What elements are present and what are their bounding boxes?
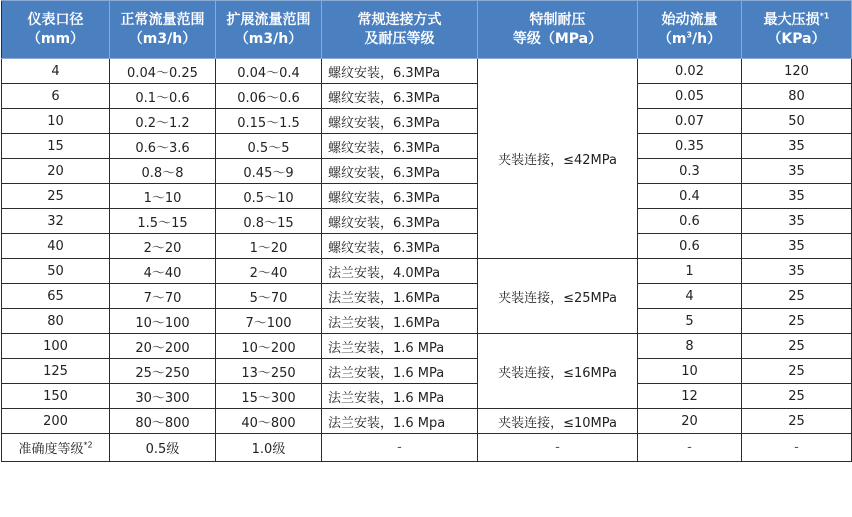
cell-connection: 法兰安装，4.0MPa — [322, 259, 478, 284]
cell-max-loss: 80 — [742, 84, 852, 109]
header-start-unit — [658, 31, 721, 47]
table-row — [2, 309, 852, 334]
header-special-line2: 等级（MPa） — [512, 30, 603, 47]
cell-normal-range: 0.04～0.25 — [110, 59, 216, 84]
header-connection — [322, 1, 478, 59]
cell-extended-range: 2～40 — [216, 259, 322, 284]
cell-connection: 法兰安装，1.6 MPa — [322, 384, 478, 409]
header-diameter — [2, 1, 110, 59]
cell-diameter: 40 — [2, 234, 110, 259]
cell-normal-range: 1.5～15 — [110, 209, 216, 234]
cell-accuracy-normal: 0.5级 — [110, 434, 216, 462]
cell-extended-range: 10～200 — [216, 334, 322, 359]
cell-start-flow: 0.4 — [638, 184, 742, 209]
cell-diameter: 32 — [2, 209, 110, 234]
cell-max-loss: 35 — [742, 234, 852, 259]
table-row — [2, 234, 852, 259]
header-special-pressure — [478, 1, 638, 59]
cell-normal-range: 4～40 — [110, 259, 216, 284]
cell-start-flow: 4 — [638, 284, 742, 309]
cell-max-loss: 35 — [742, 134, 852, 159]
cell-normal-range: 25～250 — [110, 359, 216, 384]
cell-connection: 螺纹安装，6.3MPa — [322, 134, 478, 159]
header-start-unit-suffix: /h） — [692, 30, 722, 47]
cell-diameter: 65 — [2, 284, 110, 309]
cell-accuracy-start: - — [638, 434, 742, 462]
table-row — [2, 109, 852, 134]
header-loss-line1: 最大压损 — [763, 11, 820, 28]
cell-diameter: 50 — [2, 259, 110, 284]
table-row — [2, 84, 852, 109]
cell-diameter: 15 — [2, 134, 110, 159]
cell-start-flow: 0.3 — [638, 159, 742, 184]
accuracy-note-mark: *2 — [83, 440, 93, 450]
table-row — [2, 359, 852, 384]
cell-max-loss: 120 — [742, 59, 852, 84]
cell-normal-range: 30～300 — [110, 384, 216, 409]
header-connection-line2: 及耐压等级 — [364, 30, 435, 47]
cell-diameter: 10 — [2, 109, 110, 134]
cell-connection: 螺纹安装，6.3MPa — [322, 59, 478, 84]
header-connection-line1: 常规连接方式 — [357, 11, 442, 28]
cell-start-flow: 0.05 — [638, 84, 742, 109]
cell-max-loss: 50 — [742, 109, 852, 134]
cell-diameter: 25 — [2, 184, 110, 209]
cell-max-loss: 35 — [742, 184, 852, 209]
table-row — [2, 259, 852, 284]
header-diameter-line2: （mm） — [26, 30, 85, 47]
header-loss-unit: （KPa） — [767, 30, 826, 47]
header-normal-range — [110, 1, 216, 59]
cell-max-loss: 25 — [742, 284, 852, 309]
cell-diameter: 100 — [2, 334, 110, 359]
cell-max-loss: 35 — [742, 209, 852, 234]
cell-diameter: 125 — [2, 359, 110, 384]
cell-extended-range: 1～20 — [216, 234, 322, 259]
header-normal-line2: （m3/h） — [128, 30, 197, 47]
cell-diameter: 80 — [2, 309, 110, 334]
header-extended-line2: （m3/h） — [234, 30, 303, 47]
cell-accuracy-connection: - — [322, 434, 478, 462]
table-row — [2, 134, 852, 159]
table-row — [2, 409, 852, 434]
cell-max-loss: 35 — [742, 259, 852, 284]
cell-accuracy-loss: - — [742, 434, 852, 462]
cell-extended-range: 0.45～9 — [216, 159, 322, 184]
cell-normal-range: 7～70 — [110, 284, 216, 309]
cell-normal-range: 0.2～1.2 — [110, 109, 216, 134]
cell-connection: 螺纹安装，6.3MPa — [322, 234, 478, 259]
table-row — [2, 284, 852, 309]
header-max-loss — [742, 1, 852, 59]
cell-connection: 螺纹安装，6.3MPa — [322, 159, 478, 184]
cell-start-flow: 12 — [638, 384, 742, 409]
header-start-unit-sup: 3 — [686, 29, 693, 39]
cell-normal-range: 2～20 — [110, 234, 216, 259]
table-row — [2, 159, 852, 184]
cell-extended-range: 0.06～0.6 — [216, 84, 322, 109]
cell-extended-range: 13～250 — [216, 359, 322, 384]
cell-start-flow: 0.35 — [638, 134, 742, 159]
cell-connection: 螺纹安装，6.3MPa — [322, 209, 478, 234]
table-row — [2, 184, 852, 209]
cell-connection: 法兰安装，1.6MPa — [322, 309, 478, 334]
table-row — [2, 384, 852, 409]
cell-connection: 法兰安装，1.6 MPa — [322, 334, 478, 359]
cell-normal-range: 10～100 — [110, 309, 216, 334]
header-normal-line1: 正常流量范围 — [120, 11, 205, 28]
cell-accuracy-label — [2, 434, 110, 462]
header-special-line1: 特制耐压 — [529, 11, 586, 28]
cell-diameter: 6 — [2, 84, 110, 109]
cell-start-flow: 1 — [638, 259, 742, 284]
cell-normal-range: 80～800 — [110, 409, 216, 434]
cell-extended-range: 0.15～1.5 — [216, 109, 322, 134]
header-extended-line1: 扩展流量范围 — [226, 11, 311, 28]
header-row — [2, 1, 852, 59]
cell-normal-range: 0.6～3.6 — [110, 134, 216, 159]
table-row — [2, 209, 852, 234]
cell-diameter: 20 — [2, 159, 110, 184]
header-start-line1: 始动流量 — [661, 11, 718, 28]
accuracy-label-text: 准确度等级 — [18, 442, 84, 457]
cell-max-loss: 25 — [742, 384, 852, 409]
table-row — [2, 334, 852, 359]
cell-diameter: 150 — [2, 384, 110, 409]
cell-connection: 法兰安装，1.6 Mpa — [322, 409, 478, 434]
header-extended-range — [216, 1, 322, 59]
cell-start-flow: 0.6 — [638, 209, 742, 234]
cell-diameter: 200 — [2, 409, 110, 434]
cell-extended-range: 0.5～10 — [216, 184, 322, 209]
header-loss-note-mark: *1 — [819, 10, 830, 20]
cell-start-flow: 0.6 — [638, 234, 742, 259]
header-diameter-line1: 仪表口径 — [27, 11, 84, 28]
cell-special-pressure: 夹装连接，≤10MPa — [478, 409, 638, 434]
cell-extended-range: 0.5～5 — [216, 134, 322, 159]
cell-diameter: 4 — [2, 59, 110, 84]
cell-start-flow: 5 — [638, 309, 742, 334]
header-start-unit-prefix: （m — [657, 30, 687, 47]
cell-extended-range: 0.04～0.4 — [216, 59, 322, 84]
cell-start-flow: 0.02 — [638, 59, 742, 84]
cell-start-flow: 8 — [638, 334, 742, 359]
cell-max-loss: 25 — [742, 334, 852, 359]
cell-max-loss: 25 — [742, 309, 852, 334]
cell-normal-range: 0.8～8 — [110, 159, 216, 184]
cell-extended-range: 0.8～15 — [216, 209, 322, 234]
flowmeter-spec-table — [1, 0, 852, 462]
cell-accuracy-special: - — [478, 434, 638, 462]
cell-connection: 法兰安装，1.6 MPa — [322, 359, 478, 384]
header-start-flow — [638, 1, 742, 59]
cell-connection: 螺纹安装，6.3MPa — [322, 184, 478, 209]
cell-max-loss: 35 — [742, 159, 852, 184]
cell-start-flow: 0.07 — [638, 109, 742, 134]
cell-special-pressure: 夹装连接，≤16MPa — [478, 334, 638, 409]
cell-connection: 法兰安装，1.6MPa — [322, 284, 478, 309]
cell-special-pressure: 夹装连接，≤25MPa — [478, 259, 638, 334]
table-row — [2, 59, 852, 84]
cell-extended-range: 7～100 — [216, 309, 322, 334]
cell-max-loss: 25 — [742, 409, 852, 434]
cell-extended-range: 15～300 — [216, 384, 322, 409]
cell-normal-range: 0.1～0.6 — [110, 84, 216, 109]
cell-extended-range: 40～800 — [216, 409, 322, 434]
cell-special-pressure: 夹装连接，≤42MPa — [478, 59, 638, 259]
cell-normal-range: 1～10 — [110, 184, 216, 209]
cell-normal-range: 20～200 — [110, 334, 216, 359]
cell-start-flow: 10 — [638, 359, 742, 384]
accuracy-row — [2, 434, 852, 462]
cell-accuracy-extended: 1.0级 — [216, 434, 322, 462]
cell-extended-range: 5～70 — [216, 284, 322, 309]
cell-connection: 螺纹安装，6.3MPa — [322, 109, 478, 134]
cell-connection: 螺纹安装，6.3MPa — [322, 84, 478, 109]
cell-start-flow: 20 — [638, 409, 742, 434]
cell-max-loss: 25 — [742, 359, 852, 384]
